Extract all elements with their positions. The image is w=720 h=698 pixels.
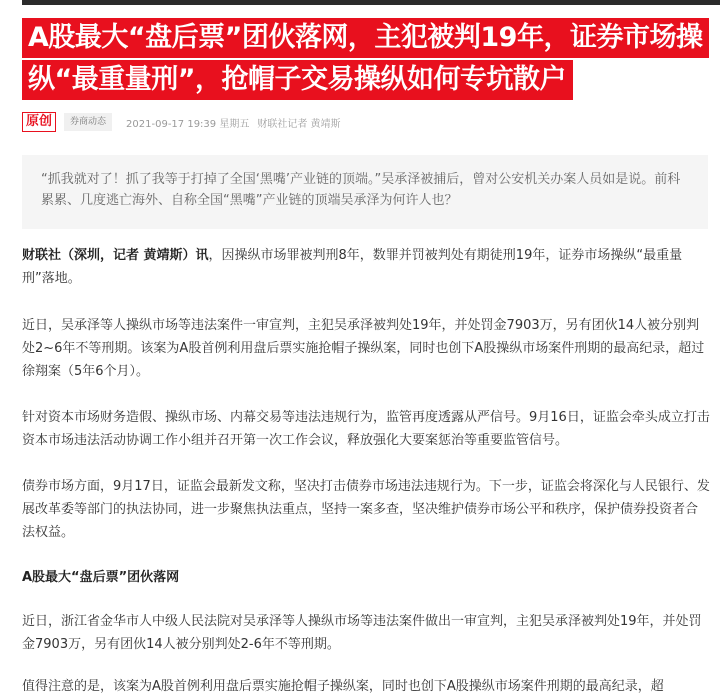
article-meta <box>22 111 341 133</box>
paragraph: 针对资本市场财务造假、操纵市场、内幕交易等违法违规行为，监管再度透露从严信号。9月16日，证监会牵头成立打击资本市场违法活动协调工作小组并召开第一次工作会议，释放强化大要案惩治等重要监管信号。 <box>22 410 710 448</box>
paragraph-partial: 值得注意的是，该案为A股首例利用盘后票实施抢帽子操纵案，同时也创下A股操纵市场案件刑期的最高纪录，超 <box>22 679 664 694</box>
byline: 财联社记者 黄靖斯 <box>257 118 341 130</box>
headline-line-2: 纵“最重量刑”，抢帽子交易操纵如何专坑散户 <box>22 60 573 100</box>
paragraph: 近日，吴承泽等人操纵市场等违法案件一审宣判，主犯吴承泽被判处19年，并处罚金7903万，另有团伙14人被分别判处2~6年不等刑期。该案为A股首例利用盘后票实施抢帽子操纵案，同时也创下A股操纵市场案件刑期的最高纪录，超过徐翔案（5年6个月）。 <box>22 318 705 379</box>
paragraph: 近日，浙江省金华市人中级人民法院对吴承泽等人操纵市场等违法案件做出一审宣判，主犯吴承泽被判处19年，并处罚金7903万，另有团伙14人被分别判处2-6年不等刑期。 <box>22 614 702 652</box>
source-tag[interactable]: 券商动态 <box>64 113 112 131</box>
headline-line-1: A股最大“盘后票”团伙落网，主犯被判19年，证券市场操 <box>22 18 709 58</box>
top-bar <box>22 0 720 5</box>
article-headline <box>22 18 712 102</box>
original-badge: 原创 <box>22 112 56 132</box>
paragraph: 债券市场方面，9月17日，证监会最新发文称，坚决打击债券市场违法违规行为。下一步，证监会将深化与人民银行、发展改革委等部门的执法协同，进一步聚焦执法重点，坚持一案多查，坚决维护债券市场公平和秩序，保护债券投资者合法权益。 <box>22 479 710 540</box>
lead-paragraph <box>22 244 710 290</box>
lead-text: ，因操纵市场罪被判刑8年，数罪并罚被判处有期徒刑19年，证券市场操纵“最重量刑”落地。 <box>22 248 683 286</box>
publish-datetime: 2021-09-17 19:39 星期五 <box>126 118 250 130</box>
article-summary: “抓我就对了！抓了我等于打掉了全国‘黑嘴’产业链的顶端。”吴承泽被捕后，曾对公安机关办案人员如是说。前科累累、几度逃亡海外、自称全国“黑嘴”产业链的顶端吴承泽为何许人也？ <box>22 155 708 229</box>
lead-source: 财联社（深圳，记者 黄靖斯）讯 <box>22 248 209 263</box>
section-heading: A股最大“盘后票”团伙落网 <box>22 570 180 585</box>
